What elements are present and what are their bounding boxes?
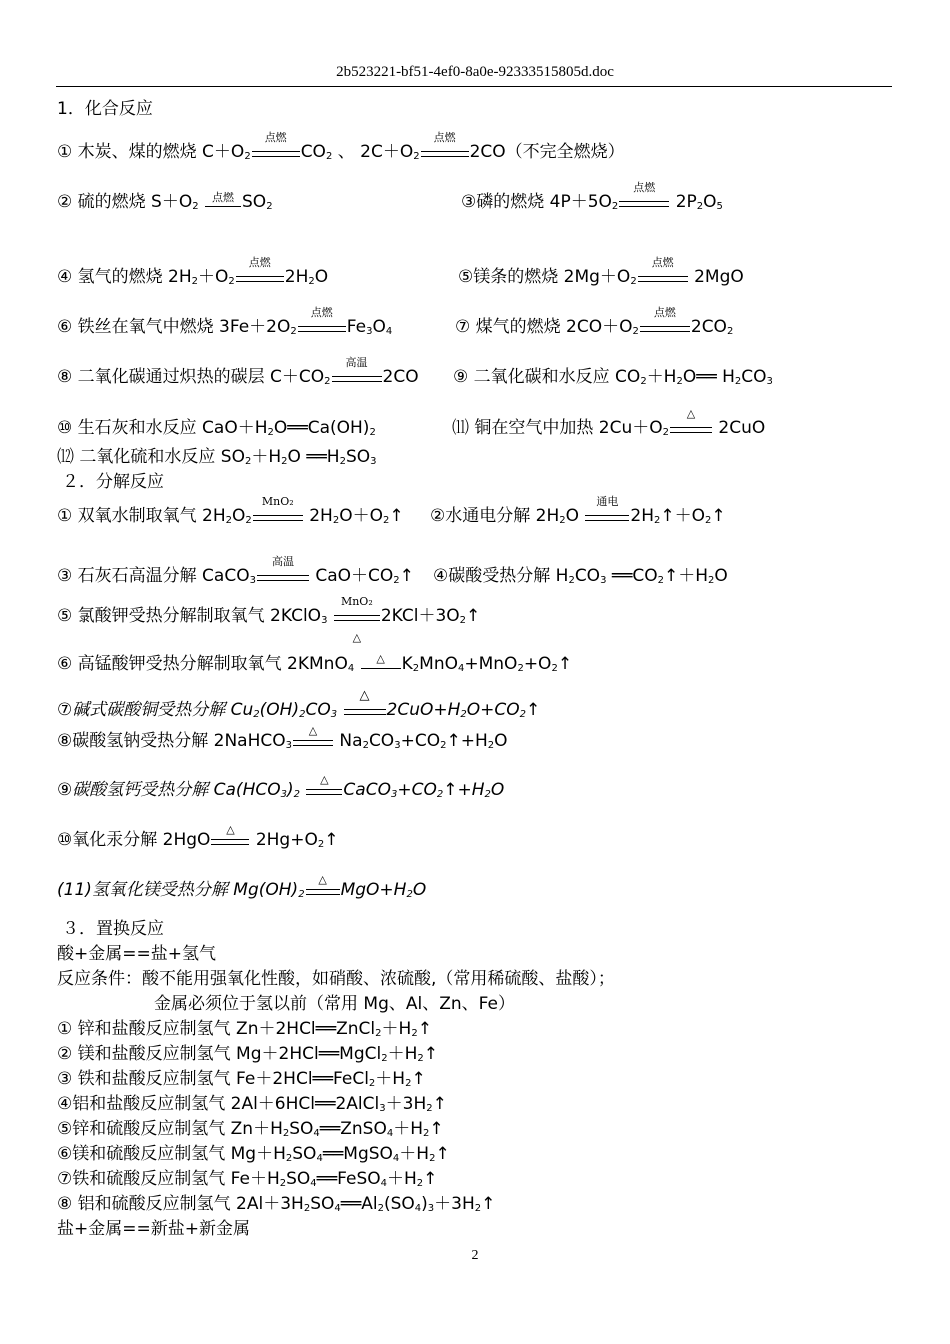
- reaction-1-4: ④ 氢气的燃烧 $2H_2+O_2$ 点燃 $2H_2O$: [57, 256, 329, 287]
- replacement-item: ⑤锌和硫酸反应制氢气 $Zn+H_2SO_4══ZnSO_4+H_2↑$: [57, 1119, 444, 1139]
- reaction-condition-2: 金属必须位于氢以前（常用 Mg、Al、Zn、Fe）: [154, 994, 515, 1014]
- reaction-1-3: ③磷的燃烧 $4P+5O_2$ 点燃 $2P_2O_5$: [461, 181, 723, 212]
- reaction-2-5: ⑤ 氯酸钾受热分解制取氧气 2KClO$_3$ MnO₂ △ $2KCl+3O_2↑$: [57, 595, 481, 644]
- header-rule: [56, 86, 892, 87]
- rule-salt-metal: 盐+金属==新盐+新金属: [57, 1219, 250, 1239]
- reaction-1-8: ⑧ 二氧化碳通过炽热的碳层 $C+CO_2$ 高温 2CO: [57, 356, 419, 387]
- reaction-2-8: ⑧碳酸氢钠受热分解 2NaHCO$_3$ △ $Na_2CO_3+CO_2↑+H_2O$: [57, 724, 508, 751]
- reaction-2-3: ③ 石灰石高温分解 CaCO$_3$ 高温 $CaO+CO_2↑$: [57, 555, 414, 586]
- reaction-2-2: ②水通电分解 $2H_2O$ 通电 $2H_2↑+O_2↑$: [430, 495, 726, 526]
- replacement-item: ⑥镁和硫酸反应制氢气 $Mg+H_2SO_4══MgSO_4+H_2↑$: [57, 1144, 450, 1164]
- reaction-1-1: ① 木炭、煤的燃烧 $C+O_2$ 点燃 $CO_2$ 、 $2C+O_2$ 点燃 2CO（不完全燃烧）: [57, 131, 625, 162]
- reaction-1-5: ⑤镁条的燃烧 $2Mg+O_2$ 点燃 2MgO: [458, 256, 744, 287]
- page-number: 2: [471, 1248, 479, 1263]
- replacement-item: ⑧ 铝和硫酸反应制氢气 $2Al+3H_2SO_4══Al_2(SO_4)_3+3H_2↑$: [57, 1194, 496, 1214]
- reaction-1-11: ⑾ 铜在空气中加热 $2Cu+O_2$ △ 2CuO: [452, 407, 766, 438]
- doc-header-filename: 2b523221-bf51-4ef0-8a0e-92333515805d.doc: [336, 64, 614, 80]
- reaction-1-6: ⑥ 铁丝在氧气中燃烧 $3Fe+2O_2$ 点燃 $Fe_3O_4$: [57, 306, 393, 337]
- replacement-item: ⑦铁和硫酸反应制氢气 $Fe+H_2SO_4══FeSO_4+H_2↑$: [57, 1169, 438, 1189]
- section-title-combination: 1．化合反应: [57, 99, 153, 119]
- replacement-item: ② 镁和盐酸反应制氢气 $Mg+2HCl══MgCl_2+H_2↑$: [57, 1044, 439, 1064]
- reaction-2-11: (11)氢氧化镁受热分解 $Mg(OH)_2$ △ $MgO+H_2O$: [57, 873, 427, 900]
- reaction-2-7: ⑦碱式碳酸铜受热分解 $Cu_2(OH)_2CO_3$ △ $2CuO+H_2O+CO_2↑$: [57, 688, 541, 720]
- replacement-item: ① 锌和盐酸反应制氢气 $Zn+2HCl══ZnCl_2+H_2↑$: [57, 1019, 432, 1039]
- reaction-1-9: ⑨ 二氧化碳和水反应 $CO_2+H_2O══$ $H_2CO_3$: [453, 367, 773, 387]
- reaction-2-4: ④碳酸受热分解 $H_2CO_3$ $══CO_2↑+H_2O$: [433, 566, 728, 586]
- reaction-2-10: ⑩氧化汞分解 2HgO △ $2Hg+O_2↑$: [57, 823, 339, 850]
- reaction-2-6: ⑥ 高锰酸钾受热分解制取氧气 2KMnO$_4$ △ $K_2MnO_4+MnO_2+O_2↑$: [57, 652, 573, 674]
- section-title-replacement: ３．置换反应: [62, 919, 164, 939]
- replacement-item: ④铝和盐酸反应制氢气 $2Al+6HCl══2AlCl_3+3H_2↑$: [57, 1094, 447, 1114]
- reaction-1-2: ② 硫的燃烧 $S+O_2$ 点燃 $SO_2$: [57, 191, 273, 212]
- reaction-condition-1: 反应条件：酸不能用强氧化性酸，如硝酸、浓硫酸,（常用稀硫酸、盐酸）；: [57, 969, 615, 989]
- reaction-1-10: ⑩ 生石灰和水反应 $CaO+H_2O══Ca(OH)_2$: [57, 418, 376, 438]
- reaction-2-9: ⑨碳酸氢钙受热分解 $Ca(HCO_3)_2$ △ $CaCO_3+CO_2↑+H_2O$: [57, 773, 505, 800]
- reaction-2-1: ① 双氧水制取氧气 $2H_2O_2$ MnO₂ $2H_2O+O_2↑$: [57, 495, 404, 526]
- reaction-1-7: ⑦ 煤气的燃烧 $2CO+O_2$ 点燃 $2CO_2$: [455, 306, 734, 337]
- reaction-1-12: ⑿ 二氧化硫和水反应 $SO_2+H_2O$ $══H_2SO_3$: [57, 447, 377, 467]
- replacement-item: ③ 铁和盐酸反应制氢气 $Fe+2HCl══FeCl_2+H_2↑$: [57, 1069, 426, 1089]
- section-title-decomposition: ２．分解反应: [62, 472, 164, 492]
- rule-acid-metal: 酸+金属==盐+氢气: [57, 944, 216, 964]
